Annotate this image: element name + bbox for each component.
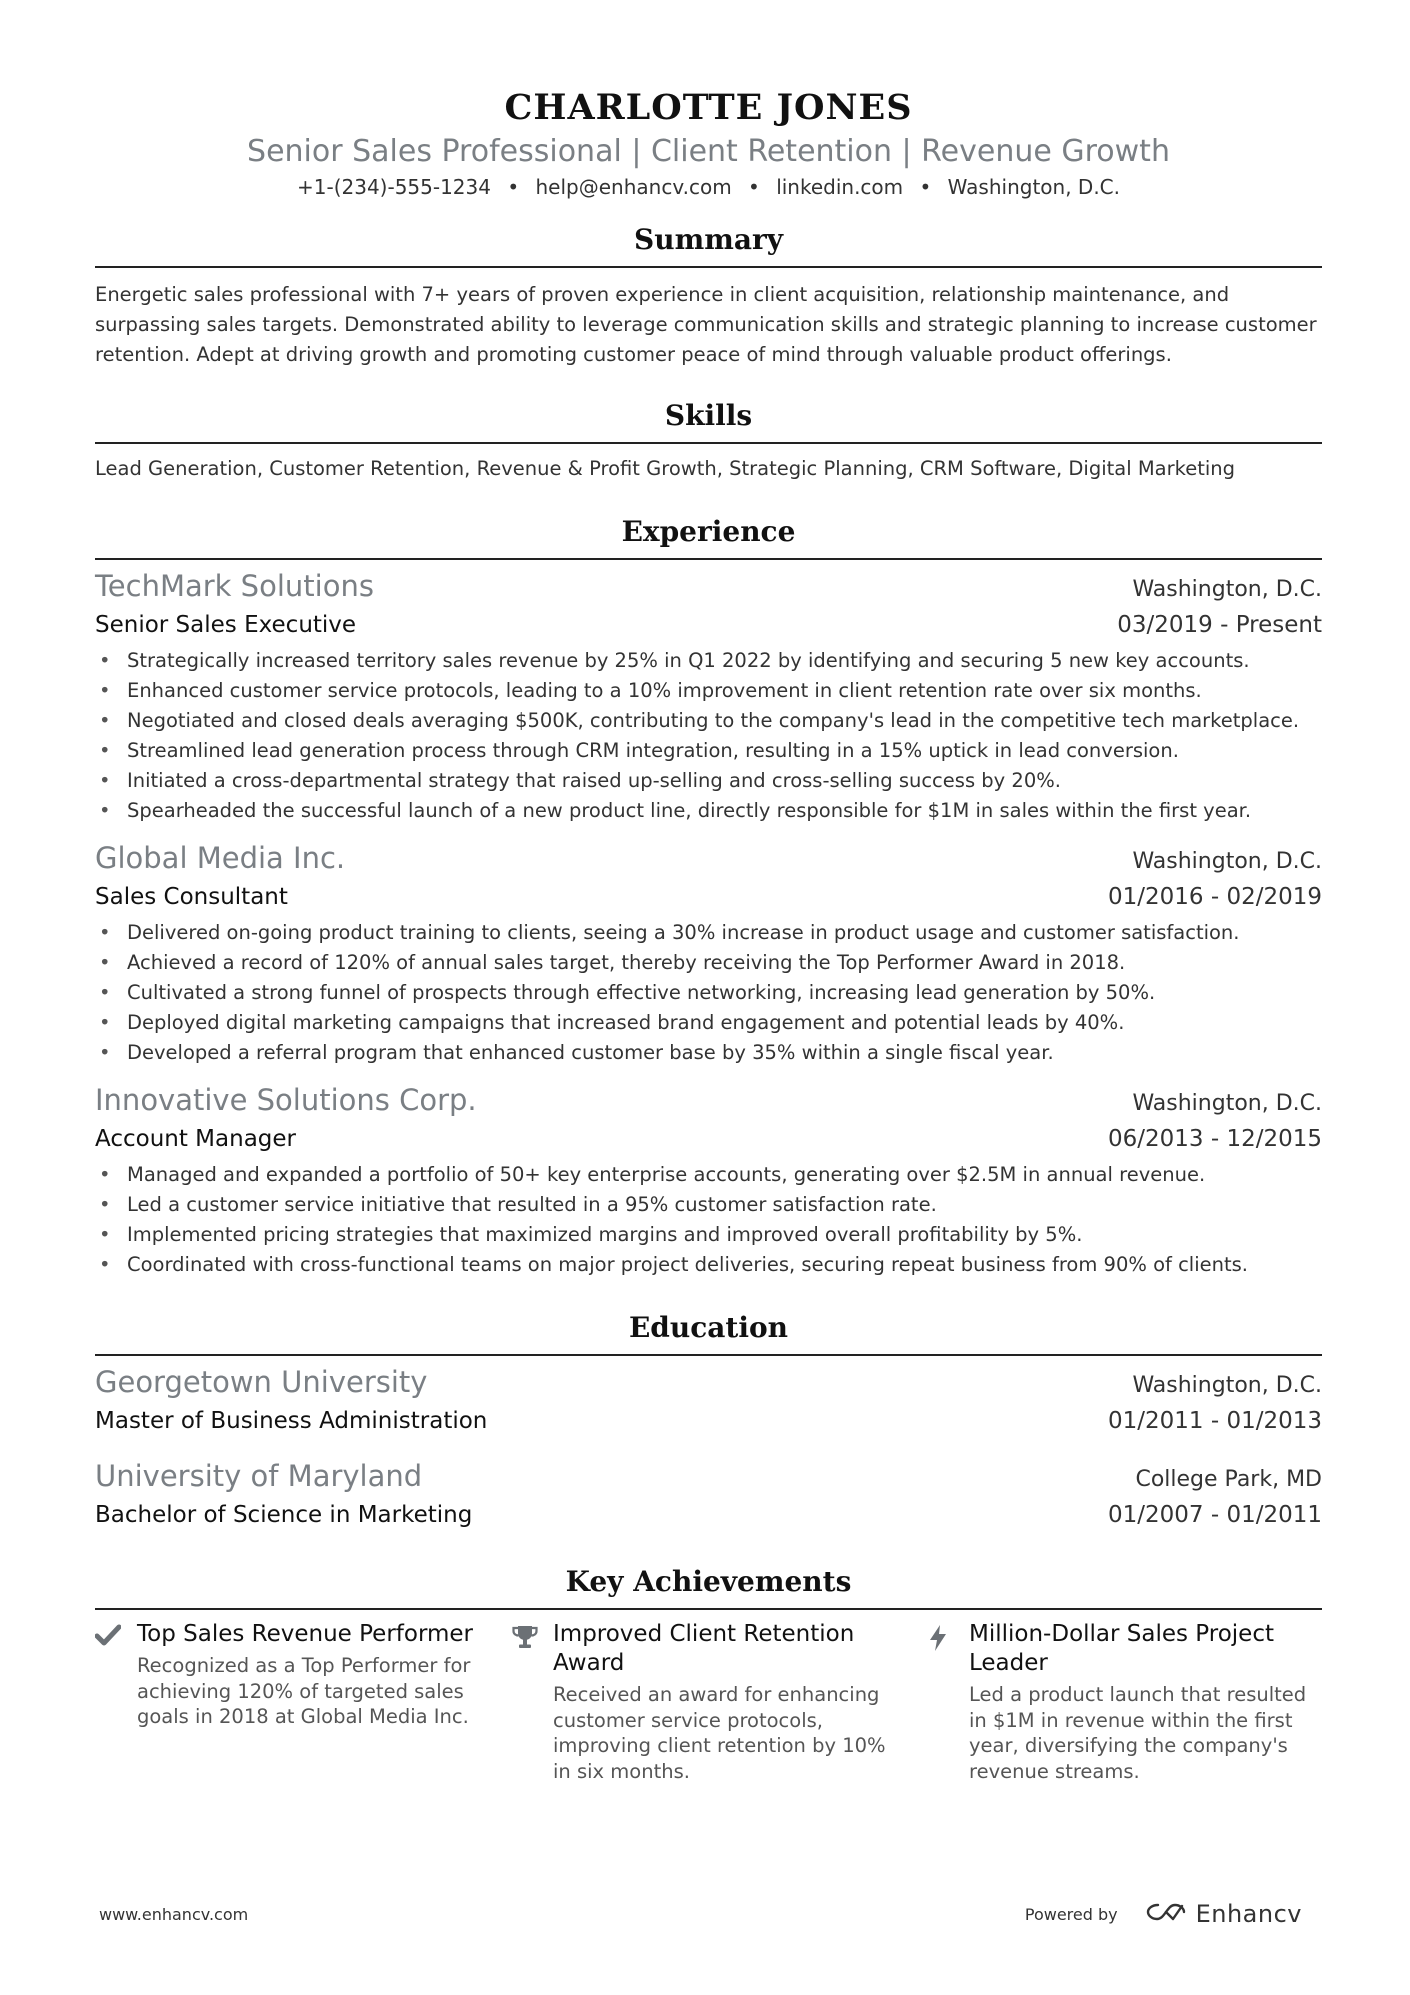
job-bullets <box>95 646 1322 826</box>
achievement-title: Top Sales Revenue Performer <box>137 1621 474 1647</box>
checkmark-icon <box>95 1620 137 1784</box>
section-divider <box>95 1354 1322 1356</box>
email-link[interactable]: help@enhancv.com <box>535 175 732 199</box>
job-entry <box>95 568 1322 826</box>
section-title-skills: Skills <box>664 399 753 432</box>
contact-separator: • <box>507 175 520 199</box>
company-name: TechMark Solutions <box>95 569 374 603</box>
skills-section <box>95 398 1322 484</box>
school-location: Washington, D.C. <box>1132 1373 1322 1398</box>
resume-page <box>95 0 1322 1784</box>
achievement-description: Recognized as a Top Performer for achieving 120% of targeted sales goals in 2018 at Global Media Inc. <box>137 1654 471 1728</box>
education-entry <box>95 1364 1322 1438</box>
job-title: Senior Sales Executive <box>95 612 357 638</box>
bullet-item: • Coordinated with cross-functional teams on major project deliveries, securing repeat business from 90% of clients. <box>95 1250 1322 1280</box>
skills-text: Lead Generation, Customer Retention, Revenue & Profit Growth, Strategic Planning, CRM Software, Digital Marketing <box>95 457 1236 480</box>
page-footer <box>99 1900 1302 1928</box>
contact-separator: • <box>919 175 932 199</box>
section-title-education: Education <box>628 1311 789 1344</box>
bullet-item: • Implemented pricing strategies that maximized margins and improved overall profitability by 5%. <box>95 1220 1322 1250</box>
achievement-item <box>927 1620 1322 1784</box>
job-location: Washington, D.C. <box>1132 1091 1322 1116</box>
location: Washington, D.C. <box>947 175 1120 199</box>
job-entry <box>95 1082 1322 1280</box>
achievement-description: Led a product launch that resulted in $1M in revenue within the first year, diversifying the company's revenue streams. <box>969 1683 1307 1783</box>
contact-line <box>95 174 1322 200</box>
bullet-item: • Streamlined lead generation process through CRM integration, resulting in a 15% uptick in lead conversion. <box>95 736 1322 766</box>
section-title-achievements: Key Achievements <box>565 1565 852 1598</box>
enhancv-logo-icon <box>1144 1901 1188 1927</box>
job-title: Sales Consultant <box>95 884 288 910</box>
contact-separator: • <box>748 175 760 199</box>
company-name: Global Media Inc. <box>95 841 346 875</box>
bullet-item: • Led a customer service initiative that resulted in a 95% customer satisfaction rate. <box>95 1190 1322 1220</box>
education-dates: 01/2007 - 01/2011 <box>1107 1502 1322 1528</box>
school-name: University of Maryland <box>95 1459 423 1493</box>
candidate-tagline: Senior Sales Professional | Client Retention | Revenue Growth <box>247 134 1170 169</box>
bullet-item: • Negotiated and closed deals averaging $500K, contributing to the company's lead in the competitive tech marketplace. <box>95 706 1322 736</box>
brand-name: Enhancv <box>1195 1900 1302 1928</box>
section-divider <box>95 266 1322 268</box>
achievement-item <box>511 1620 906 1784</box>
job-dates: 06/2013 - 12/2015 <box>1107 1126 1322 1152</box>
job-dates: 01/2016 - 02/2019 <box>1107 884 1322 910</box>
phone: +1-(234)-555-1234 <box>297 175 491 199</box>
experience-section <box>95 514 1322 1280</box>
achievement-title: Improved Client Retention Award <box>553 1621 855 1676</box>
job-title: Account Manager <box>95 1126 296 1152</box>
bullet-item: • Managed and expanded a portfolio of 50+ key enterprise accounts, generating over $2.5M in annual revenue. <box>95 1160 1322 1190</box>
bullet-item: • Achieved a record of 120% of annual sales target, thereby receiving the Top Performer Award in 2018. <box>95 948 1322 978</box>
job-entry <box>95 840 1322 1068</box>
degree: Master of Business Administration <box>95 1408 488 1434</box>
powered-by-label: Powered by <box>1024 1904 1118 1924</box>
achievement-item <box>95 1620 490 1784</box>
achievements-grid <box>95 1620 1322 1784</box>
degree: Bachelor of Science in Marketing <box>95 1502 473 1528</box>
education-entry <box>95 1458 1322 1532</box>
job-bullets <box>95 918 1322 1068</box>
summary-section <box>95 222 1322 370</box>
section-title-experience: Experience <box>621 515 796 548</box>
bullet-item: • Developed a referral program that enhanced customer base by 35% within a single fiscal year. <box>95 1038 1322 1068</box>
school-name: Georgetown University <box>95 1365 428 1399</box>
resume-header <box>95 0 1322 200</box>
education-section <box>95 1310 1322 1532</box>
section-divider <box>95 558 1322 560</box>
education-dates: 01/2011 - 01/2013 <box>1107 1408 1322 1434</box>
linkedin-link[interactable]: linkedin.com <box>776 175 904 199</box>
bullet-item: • Enhanced customer service protocols, leading to a 10% improvement in client retention rate over six months. <box>95 676 1322 706</box>
school-location: College Park, MD <box>1135 1467 1322 1492</box>
footer-branding <box>1025 1900 1302 1928</box>
job-location: Washington, D.C. <box>1132 849 1322 874</box>
trophy-icon <box>511 1620 553 1784</box>
job-dates: 03/2019 - Present <box>1117 612 1322 638</box>
bullet-item: • Strategically increased territory sales revenue by 25% in Q1 2022 by identifying and securing 5 new key accounts. <box>95 646 1322 676</box>
company-name: Innovative Solutions Corp. <box>95 1083 477 1117</box>
section-divider <box>95 1608 1322 1610</box>
bullet-item: • Spearheaded the successful launch of a new product line, directly responsible for $1M in sales within the first year. <box>95 796 1322 826</box>
job-location: Washington, D.C. <box>1132 577 1322 602</box>
summary-text: Energetic sales professional with 7+ years of proven experience in client acquisition, relationship maintenance, and surpassing sales targets. Demonstrated ability to leverage communication skills and strategic planning to increase customer retention. Adept at driving growth and promoting customer peace of mind through valuable product offerings. <box>95 283 1317 366</box>
bullet-item: • Initiated a cross-departmental strategy that raised up-selling and cross-selling success by 20%. <box>95 766 1322 796</box>
achievement-title: Million-Dollar Sales Project Leader <box>969 1621 1274 1676</box>
achievement-description: Received an award for enhancing customer service protocols, improving client retention by 10% in six months. <box>553 1683 886 1783</box>
bullet-item: • Cultivated a strong funnel of prospects through effective networking, increasing lead generation by 50%. <box>95 978 1322 1008</box>
job-bullets <box>95 1160 1322 1280</box>
bullet-item: • Deployed digital marketing campaigns that increased brand engagement and potential leads by 40%. <box>95 1008 1322 1038</box>
lightning-icon <box>927 1620 969 1784</box>
bullet-item: • Delivered on-going product training to clients, seeing a 30% increase in product usage and customer satisfaction. <box>95 918 1322 948</box>
footer-website-link[interactable]: www.enhancv.com <box>99 1904 249 1924</box>
candidate-name: CHARLOTTE JONES <box>504 87 913 128</box>
section-title-summary: Summary <box>634 223 783 256</box>
achievements-section <box>95 1564 1322 1784</box>
section-divider <box>95 442 1322 444</box>
